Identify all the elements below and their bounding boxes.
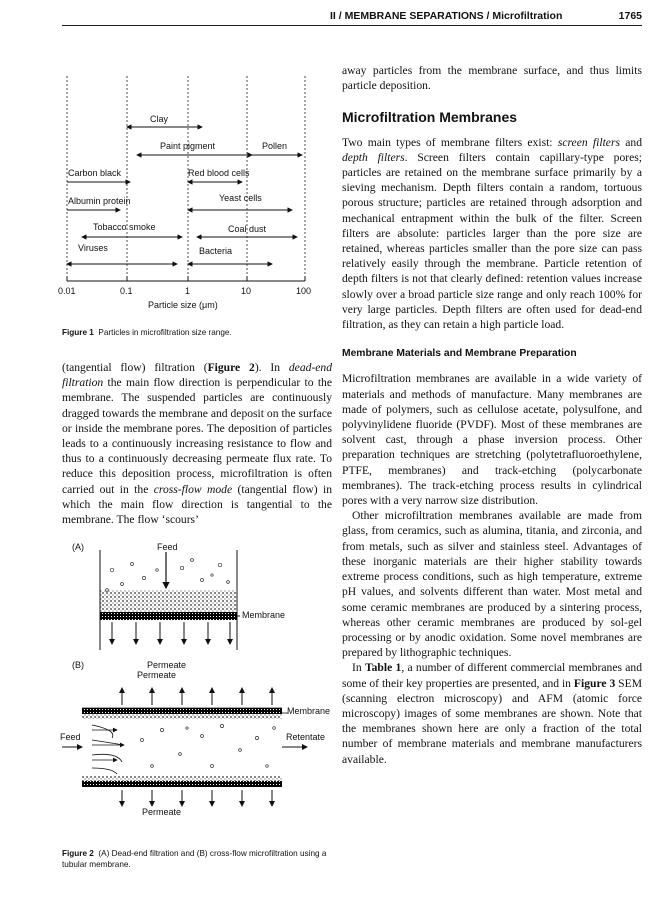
figure-2	[62, 540, 332, 840]
retentate-label: Retentate	[286, 732, 326, 742]
membrane-label: Membrane	[242, 610, 286, 620]
figure-3-ref[interactable]: Figure 3	[573, 676, 616, 690]
running-header-section: II / MEMBRANE SEPARATIONS / Microfiltration	[330, 10, 563, 22]
size-class-label: Coal dust	[228, 224, 267, 234]
axis-tick-label: 0.1	[120, 286, 133, 296]
permeate-label-bottom: Permeate	[142, 807, 182, 817]
size-class-label: Viruses	[78, 243, 108, 253]
membrane-label-b: Membrane	[287, 706, 331, 716]
size-class-label: Pollen	[262, 141, 288, 151]
figure-2-caption-label: Figure 2	[62, 849, 94, 858]
axis-tick-label: 1	[185, 286, 191, 296]
size-class-label: Albumin protein	[68, 196, 131, 206]
figure-1	[58, 76, 312, 316]
figure-1-caption	[62, 327, 332, 338]
size-class-label: Paint pigment	[160, 141, 216, 151]
figure-2-ref[interactable]: Figure 2	[207, 361, 255, 374]
figure-2-caption	[62, 848, 332, 870]
left-paragraph: (tangential flow) filtration (Figure 2). In dead-end filtration the main flow direction is perpendicular to the membrane. The suspended particles are continuously dragged towards the membrane and deposit on the surface or inside the membrane pores. The deposition of particles leads to a continuously increasing resistance to flow and thus to a continuously decreasing permeate flux rate. To reduce this deposition process, microfiltration is often carried out in the cross-flow mode (tangential flow) in which the main flow direction is tangential to the membrane. The flow ‘scours’	[62, 361, 333, 527]
left-column-text	[62, 360, 332, 527]
table-1-ref[interactable]: Table 1	[364, 661, 402, 675]
right-column-text	[342, 63, 642, 767]
size-class-label: Clay	[150, 114, 169, 124]
section-heading: Microfiltration Membranes	[342, 109, 518, 126]
size-class-label: Bacteria	[199, 246, 233, 256]
panel-b-label: (B)	[72, 660, 84, 670]
axis-label: Particle size (μm)	[148, 300, 218, 310]
body-paragraph: Two main types of membrane filters exist: screen filters and depth filters. Screen filters contain capillary-type pores; particles are retained on the membrane surface primarily by a sieving mechanism. Depth filters contain a random, tortuous porous structure; particles are retained through adsorption and mechanical entrapment within the bulk of the filter. Screen filters are absolute: particles larger than the pore size are retained, whereas particles smaller than the pore size can pass relatively easily through the membrane. Particle retention of depth filters is not that clearly defined: retention values increase slowly over a broad particle size range and only reach 100% for very large particles. Depth filters are often used for dead-end filtration, as they can retain a high particle load.	[342, 135, 643, 332]
size-class-label: Red blood cells	[188, 168, 250, 178]
size-class-label: Tobacco smoke	[93, 222, 156, 232]
header-rule	[62, 25, 642, 26]
body-paragraph: Other microfiltration membranes available are made from glass, from ceramics, such as alumina, titania, and zirconia, and from metals, such as silver and stainless steel. Advantages of these inorganic materials are their higher stability towards extreme process conditions, such as high temperature, extreme pH values, and solvents different than water. Most metal and some ceramic membranes are produced by a sintering process, whereas other ceramic membranes are produced by sol-gel processing or by anodic oxidation. Some novel membranes are prepared by lithographic techniques.	[342, 509, 642, 660]
axis-tick-label: 10	[241, 286, 252, 296]
permeate-label-top: Permeate	[137, 670, 177, 680]
permeate-label: Permeate	[147, 660, 187, 670]
axis-tick-label: 100	[296, 286, 312, 296]
axis-tick-label: 0.01	[58, 286, 76, 296]
intro-paragraph: away particles from the membrane surface, and thus limits particle deposition.	[342, 64, 642, 93]
size-class-label: Carbon black	[68, 168, 122, 178]
running-header	[330, 10, 642, 22]
figure-2-caption-text: (A) Dead-end filtration and (B) cross-flow microfiltration using a tubular membrane.	[62, 849, 327, 869]
figure-2-graphic	[62, 540, 332, 840]
page-number: 1765	[618, 10, 642, 22]
size-class-label: Yeast cells	[219, 193, 262, 203]
figure-1-caption-text: Particles in microfiltration size range.	[98, 328, 232, 337]
feed-label: Feed	[157, 542, 178, 552]
body-paragraph: Microfiltration membranes are available in a wide variety of materials and methods of manufacture. Many membranes are made of polymers, such as cellulose acetate, polysulfone, and polyvinylidene fluoride (PVDF). Most of these membranes are solvent cast, through a phase inversion process. Other preparation techniques are stretching (polytetrafluoroethylene, PTFE, membranes) and track-etching (polycarbonate membranes). The track-etching process results in cylindrical pores with a very narrow size distribution.	[342, 372, 642, 508]
panel-a-label: (A)	[72, 542, 84, 552]
subsection-heading: Membrane Materials and Membrane Preparation	[342, 348, 577, 360]
body-paragraph: In Table 1, a number of different commercial membranes and some of their key properties are presented, and in Figure 3 SEM (scanning electron microscopy) and AFM (atomic force microscopy) images of some membranes are shown. Note that the membranes shown here are only a fraction of the total number of membrane materials and membrane manufacturers available.	[342, 661, 642, 766]
figure-1-caption-label: Figure 1	[62, 328, 94, 337]
feed-label-b: Feed	[60, 732, 81, 742]
